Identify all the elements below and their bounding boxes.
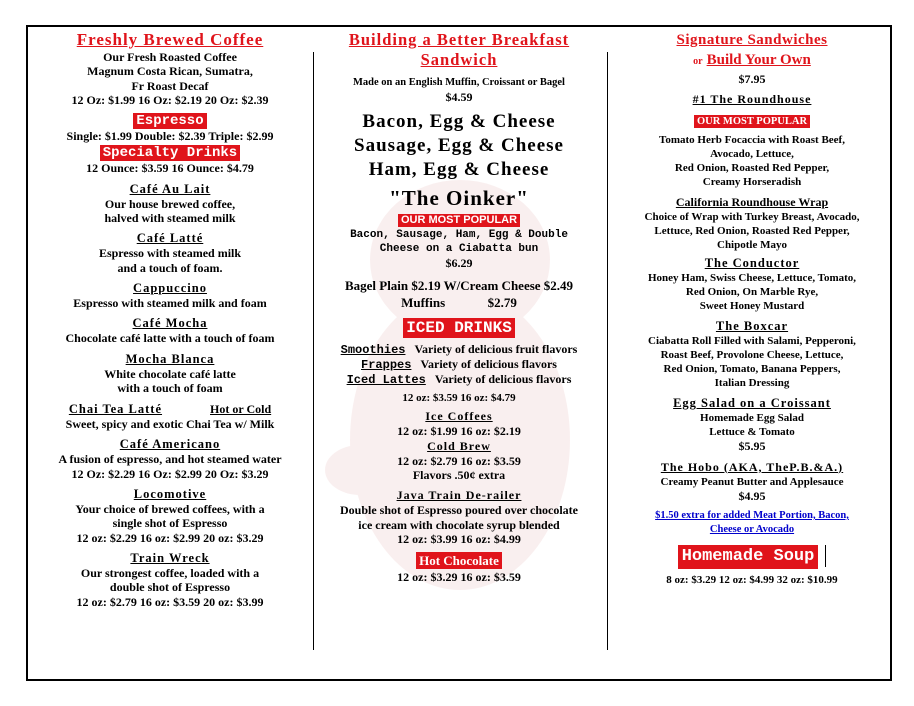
cold-brew-label: Cold Brew [427, 438, 491, 453]
coffee-prices: 12 Oz: $1.99 16 Oz: $2.19 20 Oz: $2.39 [71, 92, 269, 107]
java-prices: 12 oz: $3.99 16 oz: $4.99 [397, 531, 521, 546]
coffee-intro-1: Our Fresh Roasted Coffee [103, 50, 237, 64]
hobo-price: $4.95 [738, 488, 766, 503]
item-desc: Our house brewed coffee, [104, 196, 236, 211]
item-name: Mocha Blanca [125, 351, 215, 366]
chai-desc: Sweet, spicy and exotic Chai Tea w/ Milk [65, 417, 275, 432]
ice-coffees-prices: 12 oz: $1.99 16 oz: $2.19 [397, 424, 521, 439]
muffins-price: $2.79 [487, 294, 517, 310]
americano-desc: A fusion of espresso, and hot steamed water [58, 452, 282, 467]
sandwiches-column [612, 28, 892, 587]
smoothies-label: Smoothies [340, 342, 406, 357]
iced-prices: 12 oz: $3.59 16 oz: $4.79 [402, 392, 516, 405]
boxcar-desc: Red Onion, Tomato, Banana Peppers, [663, 363, 841, 376]
egg-salad-name: Egg Salad on a Croissant [673, 396, 831, 411]
conductor-desc: Sweet Honey Mustard [699, 300, 805, 313]
oinker-price: $6.29 [445, 256, 473, 271]
roundhouse-desc: Creamy Horseradish [702, 176, 802, 189]
item-name: Café Au Lait [129, 181, 211, 196]
egg-salad-desc: Lettuce & Tomato [709, 426, 795, 439]
item-desc: Espresso with steamed milk and foam [73, 295, 267, 310]
frappes-desc: Variety of delicious flavors [420, 356, 557, 371]
locomotive-desc: single shot of Espresso [112, 516, 228, 531]
breakfast-column [318, 28, 600, 585]
coffee-intro-3: Fr Roast Decaf [131, 78, 209, 93]
egg-salad-desc: Homemade Egg Salad [700, 412, 804, 425]
item-desc: White chocolate café latte [104, 366, 236, 381]
trainwreck-prices: 12 oz: $2.79 16 oz: $3.59 20 oz: $3.99 [76, 594, 264, 609]
coffee-title: Freshly Brewed Coffee [76, 30, 264, 49]
item-desc: Chocolate café latte with a touch of foam [65, 331, 275, 346]
or-text: or [693, 56, 703, 67]
roundhouse-desc: Tomato Herb Focaccia with Roast Beef, [659, 134, 845, 147]
item-name: Café Latté [136, 231, 204, 246]
sandwich-2: Sausage, Egg & Cheese [354, 135, 564, 157]
locomotive-desc: Your choice of brewed coffees, with a [75, 502, 265, 517]
item-name: Cappuccino [133, 280, 207, 295]
sandwich-3: Ham, Egg & Cheese [368, 159, 550, 181]
boxcar-desc: Roast Beef, Provolone Cheese, Lettuce, [660, 349, 844, 362]
breakfast-title-2: Sandwich [420, 50, 498, 69]
muffins-label: Muffins [401, 294, 446, 310]
boxcar-name: The Boxcar [715, 319, 789, 334]
soup-heading: Homemade Soup [678, 545, 819, 569]
flavors-extra: Flavors .50¢ extra [412, 468, 506, 483]
roundhouse-popular-badge: OUR MOST POPULAR [694, 115, 810, 128]
hot-chocolate-heading: Hot Chocolate [416, 552, 502, 569]
java-desc-2: ice cream with chocolate syrup blended [358, 517, 560, 532]
cold-brew-prices: 12 oz: $2.79 16 oz: $3.59 [397, 453, 521, 468]
java-desc-1: Double shot of Espresso poured over chocolate [339, 503, 578, 518]
egg-salad-price: $5.95 [738, 439, 766, 454]
iced-lattes-label: Iced Lattes [346, 373, 426, 388]
sandwiches-title: Signature Sandwiches [676, 32, 828, 48]
iced-lattes-desc: Variety of delicious flavors [434, 372, 572, 387]
item-desc: with a touch of foam [117, 380, 223, 395]
build-price: $7.95 [738, 72, 766, 86]
locomotive-name: Locomotive [133, 487, 207, 502]
sandwich-1: Bacon, Egg & Cheese [362, 111, 556, 133]
item-desc: and a touch of foam. [117, 260, 223, 275]
roundhouse-desc: Avocado, Lettuce, [710, 148, 794, 161]
java-train-label: Java Train De-railer [396, 488, 522, 503]
chai-hot-cold: Hot or Cold [210, 402, 272, 417]
iced-drinks-heading: ICED DRINKS [403, 318, 515, 338]
breakfast-price: $4.59 [445, 90, 473, 104]
boxcar-desc: Ciabatta Roll Filled with Salami, Pepperoni, [648, 335, 856, 348]
extra-note-2: Cheese or Avocado [709, 523, 795, 535]
americano-name: Café Americano [119, 437, 221, 452]
smoothies-desc: Variety of delicious fruit flavors [414, 341, 578, 356]
oinker-desc-1: Bacon, Sausage, Ham, Egg & Double [350, 229, 568, 242]
oinker-title: "The Oinker" [389, 186, 529, 211]
divider-right [607, 52, 608, 650]
hobo-name: The Hobo (AKA, TheP.B.&A.) [660, 459, 844, 474]
specialty-heading: Specialty Drinks [100, 145, 240, 161]
item-name: Café Mocha [132, 316, 208, 331]
california-desc: Choice of Wrap with Turkey Breast, Avocado, [644, 211, 860, 224]
coffee-intro-2: Magnum Costa Rican, Sumatra, [87, 64, 253, 79]
soup-prices: 8 oz: $3.29 12 oz: $4.99 32 oz: $10.99 [666, 573, 838, 586]
chai-name: Chai Tea Latté [68, 402, 163, 417]
conductor-desc: Red Onion, On Marble Rye, [685, 286, 819, 299]
made-on-text: Made on an English Muffin, Croissant or Bagel [353, 77, 565, 88]
roundhouse-name: #1 The Roundhouse [692, 92, 812, 107]
build-your-own: Build Your Own [706, 52, 811, 68]
boxcar-desc: Italian Dressing [714, 377, 790, 390]
divider-left [313, 52, 314, 650]
frappes-label: Frappes [361, 357, 412, 372]
california-name: California Roundhouse Wrap [675, 195, 829, 210]
trainwreck-desc: double shot of Espresso [109, 580, 231, 595]
conductor-name: The Conductor [704, 256, 800, 271]
oinker-desc-2: Cheese on a Ciabatta bun [379, 243, 539, 256]
hobo-desc: Creamy Peanut Butter and Applesauce [660, 475, 844, 488]
ice-coffees-label: Ice Coffees [425, 409, 493, 424]
locomotive-prices: 12 oz: $2.29 16 oz: $2.99 20 oz: $3.29 [76, 530, 264, 545]
california-desc: Lettuce, Red Onion, Roasted Red Pepper, [654, 225, 850, 238]
hot-chocolate-prices: 12 oz: $3.29 16 oz: $3.59 [397, 570, 521, 585]
extra-note-1: $1.50 extra for added Meat Portion, Bacon, [655, 509, 849, 521]
breakfast-title-1: Building a Better Breakfast [348, 30, 570, 49]
americano-prices: 12 Oz: $2.29 16 Oz: $2.99 20 Oz: $3.29 [71, 466, 269, 481]
item-desc: Espresso with steamed milk [98, 246, 242, 261]
specialty-prices: 12 Ounce: $3.59 16 Ounce: $4.79 [86, 161, 254, 176]
coffee-column [30, 28, 310, 609]
espresso-prices: Single: $1.99 Double: $2.39 Triple: $2.99 [66, 129, 274, 144]
espresso-heading: Espresso [133, 113, 206, 129]
conductor-desc: Honey Ham, Swiss Cheese, Lettuce, Tomato, [647, 272, 857, 285]
trainwreck-name: Train Wreck [130, 550, 210, 565]
oinker-popular-badge: OUR MOST POPULAR [398, 214, 520, 227]
item-desc: halved with steamed milk [104, 211, 236, 226]
california-desc: Chipotle Mayo [717, 239, 787, 252]
bagel-line: Bagel Plain $2.19 W/Cream Cheese $2.49 [344, 277, 574, 293]
roundhouse-desc: Red Onion, Roasted Red Pepper, [674, 162, 830, 175]
trainwreck-desc: Our strongest coffee, loaded with a [80, 565, 260, 580]
